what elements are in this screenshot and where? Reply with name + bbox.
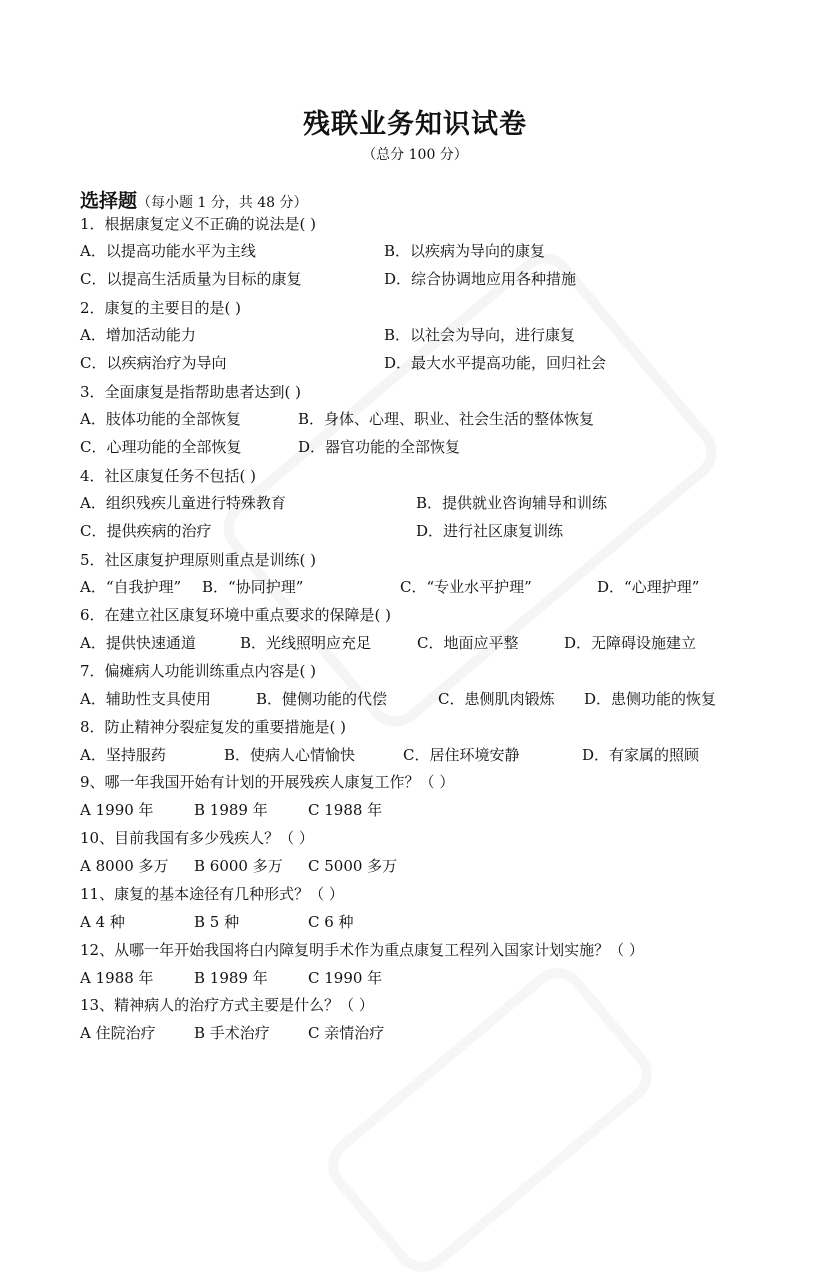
option-row: [80, 575, 750, 599]
option-row: [80, 407, 750, 431]
question-stem: 9、哪一年我国开始有计划的开展残疾人康复工作？（ ）: [80, 773, 455, 791]
answer-option: A 8000 多万: [80, 857, 169, 875]
section-heading: [80, 186, 308, 213]
option-row: [80, 631, 750, 655]
question-stem: 8．防止精神分裂症复发的重要措施是( ): [80, 718, 347, 736]
answer-option: C．以提高生活质量为目标的康复: [80, 270, 302, 288]
answer-option: B．以疾病为导向的康复: [384, 242, 546, 260]
section-note: （每小题 1 分，共 48 分）: [137, 195, 308, 211]
option-row: [80, 910, 750, 934]
question-stem: 2．康复的主要目的是( ): [80, 299, 242, 317]
answer-option: D．无障碍设施建立: [564, 634, 697, 652]
answer-option: A．“自我护理”: [80, 578, 182, 596]
answer-option: D．器官功能的全部恢复: [298, 438, 461, 456]
answer-option: C．居住环境安静: [403, 746, 520, 764]
answer-option: C 5000 多万: [308, 857, 398, 875]
answer-option: C．提供疾病的治疗: [80, 522, 212, 540]
answer-option: D．有家属的照顾: [582, 746, 700, 764]
answer-option: A．以提高功能水平为主线: [80, 242, 256, 260]
answer-option: B 1989 年: [194, 801, 268, 819]
answer-option: B．使病人心情愉快: [224, 746, 356, 764]
question-stem: 11、康复的基本途径有几种形式？（ ）: [80, 885, 344, 903]
answer-option: A．辅助性支具使用: [80, 690, 211, 708]
answer-option: A 1988 年: [80, 969, 154, 987]
answer-option: B．提供就业咨询辅导和训练: [416, 494, 608, 512]
answer-option: B．健侧功能的代偿: [256, 690, 388, 708]
answer-option: B 手术治疗: [194, 1024, 270, 1042]
question-stem: 7．偏瘫病人功能训练重点内容是( ): [80, 662, 317, 680]
answer-option: B．以社会为导向，进行康复: [384, 326, 576, 344]
answer-option: A 1990 年: [80, 801, 154, 819]
answer-option: A．肢体功能的全部恢复: [80, 410, 241, 428]
answer-option: C．“专业水平护理”: [400, 578, 532, 596]
answer-option: A．组织残疾儿童进行特殊教育: [80, 494, 286, 512]
answer-option: A．提供快速通道: [80, 634, 196, 652]
answer-option: D．患侧功能的恢复: [584, 690, 717, 708]
option-row: [80, 854, 750, 878]
answer-option: A．增加活动能力: [80, 326, 196, 344]
answer-option: B．身体、心理、职业、社会生活的整体恢复: [298, 410, 595, 428]
answer-option: C．患侧肌肉锻炼: [438, 690, 555, 708]
option-row: [80, 351, 750, 375]
answer-option: D．最大水平提高功能，回归社会: [384, 354, 607, 372]
option-row: [80, 323, 750, 347]
answer-option: D．“心理护理”: [597, 578, 700, 596]
option-row: [80, 491, 750, 515]
option-row: [80, 1021, 750, 1045]
question-stem: 5．社区康复护理原则重点是训练( ): [80, 551, 317, 569]
question-stem: 12、从哪一年开始我国将白内障复明手术作为重点康复工程列入国家计划实施？（ ）: [80, 941, 644, 959]
answer-option: D．进行社区康复训练: [416, 522, 564, 540]
answer-option: A．坚持服药: [80, 746, 166, 764]
answer-option: B 1989 年: [194, 969, 268, 987]
question-stem: 6．在建立社区康复环境中重点要求的保障是( ): [80, 606, 392, 624]
question-stem: 10、目前我国有多少残疾人？（ ）: [80, 829, 314, 847]
question-stem: 3．全面康复是指帮助患者达到( ): [80, 383, 302, 401]
answer-option: C 1988 年: [308, 801, 383, 819]
answer-option: C．心理功能的全部恢复: [80, 438, 242, 456]
question-stem: 4．社区康复任务不包括( ): [80, 467, 257, 485]
answer-option: A 住院治疗: [80, 1024, 156, 1042]
option-row: [80, 239, 750, 263]
question-stem: 1．根据康复定义不正确的说法是( ): [80, 215, 317, 233]
total-score: （总分 100 分）: [362, 147, 468, 163]
option-row: [80, 743, 750, 767]
answer-option: B 5 种: [194, 913, 240, 931]
question-stem: 13、精神病人的治疗方式主要是什么？（ ）: [80, 996, 374, 1014]
answer-option: B．“协同护理”: [202, 578, 304, 596]
page-title: 残联业务知识试卷: [303, 109, 527, 140]
answer-option: B．光线照明应充足: [240, 634, 372, 652]
option-row: [80, 519, 750, 543]
option-row: [80, 435, 750, 459]
section-title: 选择题: [80, 190, 138, 212]
option-row: [80, 798, 750, 822]
option-row: [80, 267, 750, 291]
answer-option: C．以疾病治疗为导向: [80, 354, 227, 372]
option-row: [80, 966, 750, 990]
answer-option: D．综合协调地应用各种措施: [384, 270, 577, 288]
answer-option: C 亲情治疗: [308, 1024, 385, 1042]
option-row: [80, 687, 750, 711]
answer-option: B 6000 多万: [194, 857, 283, 875]
answer-option: A 4 种: [80, 913, 125, 931]
answer-option: C 6 种: [308, 913, 354, 931]
answer-option: C．地面应平整: [417, 634, 519, 652]
answer-option: C 1990 年: [308, 969, 383, 987]
